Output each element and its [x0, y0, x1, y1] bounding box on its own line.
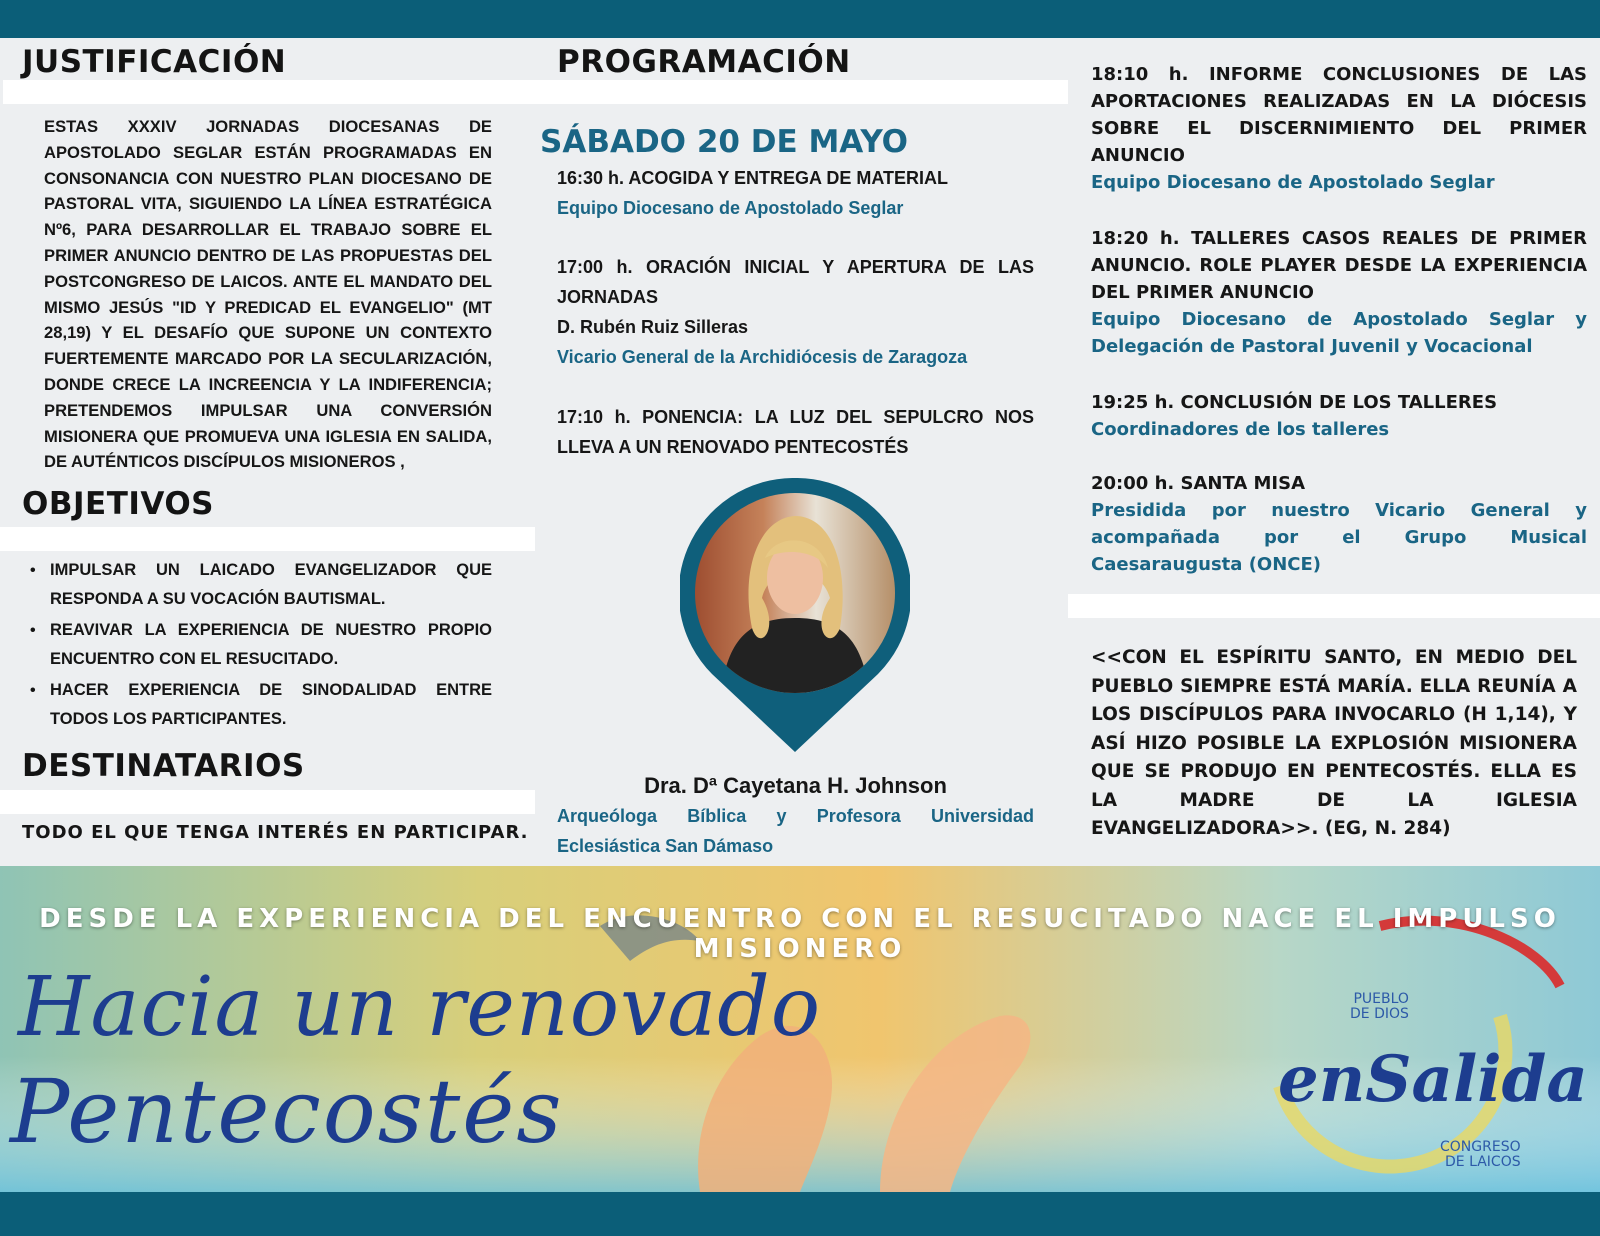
banner-title-line1: Hacia un renovado: [18, 960, 822, 1055]
program-item-sub: Equipo Diocesano de Apostolado Seglar: [1091, 172, 1495, 193]
list-item: • REAVIVAR LA EXPERIENCIA DE NUESTRO PROPIO ENCUENTRO CON EL RESUCITADO.: [22, 616, 492, 674]
program-item: [1091, 61, 1587, 196]
program-item-sub: Equipo Diocesano de Apostolado Seglar y Delegación de Pastoral Juvenil y Vocacional: [1091, 309, 1587, 357]
divider: [0, 527, 535, 551]
program-item-title: 20:00 h. SANTA MISA: [1091, 473, 1306, 494]
list-item: • HACER EXPERIENCIA DE SINODALIDAD ENTRE TODOS LOS PARTICIPANTES.: [22, 676, 492, 734]
objetivos-list: [22, 556, 492, 736]
program-item-sub: Equipo Diocesano de Apostolado Seglar: [557, 198, 904, 218]
program-date: SÁBADO 20 DE MAYO: [540, 124, 909, 160]
program-item-title: 17:10 h. PONENCIA: LA LUZ DEL SEPULCRO NOS LLEVA A UN RENOVADO PENTECOSTÉS: [557, 407, 1034, 457]
program-item: [557, 163, 1034, 223]
speaker-photo: [680, 478, 910, 752]
destinatarios-text: TODO EL QUE TENGA INTERÉS EN PARTICIPAR.: [22, 822, 529, 843]
program-item: [1091, 470, 1587, 578]
banner-title-line2: Pentecostés: [10, 1060, 564, 1163]
banner: [0, 866, 1600, 1192]
program-item-sub: Coordinadores de los talleres: [1091, 419, 1390, 440]
program-item-person: D. Rubén Ruiz Silleras: [557, 317, 749, 337]
programacion-heading: PROGRAMACIÓN: [557, 44, 851, 80]
program-item-title: 19:25 h. CONCLUSIÓN DE LOS TALLERES: [1091, 392, 1498, 413]
divider: [3, 80, 535, 104]
divider: [1068, 594, 1600, 618]
program-item-sub: Vicario General de la Archidiócesis de Zaragoza: [557, 347, 968, 367]
quote-text: <<CON EL ESPÍRITU SANTO, EN MEDIO DEL PUEBLO SIEMPRE ESTÁ MARÍA. ELLA REUNÍA A LOS DISCÍPULOS PARA INVOCARLO (H 1,14), Y ASÍ HIZO POSIBLE LA EXPLOSIÓN MISIONERA QUE SE PRODUJO EN PENTECOSTÉS. ELLA ES LA MADRE DE LA IGLESIA EVANGELIZADORA>>. (EG, N. 284): [1091, 647, 1577, 839]
justificacion-text: ESTAS XXXIV JORNADAS DIOCESANAS DE APOSTOLADO SEGLAR ESTÁN PROGRAMADAS EN CONSONANCIA CON NUESTRO PLAN DIOCESANO DE PASTORAL VITA, SIGUIENDO LA LÍNEA ESTRATÉGICA Nº6, PARA DESARROLLAR EL TRABAJO SOBRE EL PRIMER ANUNCIO DENTRO DE LAS PROPUESTAS DEL POSTCONGRESO DE LAICOS. ANTE EL MANDATO DEL MISMO JESÚS "ID Y PREDICAD EL EVANGELIO" (MT 28,19) Y EL DESAFÍO QUE SUPONE UN CONTEXTO FUERTEMENTE MARCADO POR LA SECULARIZACIÓN, DONDE CRECE LA INCREENCIA Y LA INDIFERENCIA; PRETENDEMOS IMPULSAR UNA CONVERSIÓN MISIONERA QUE PROMUEVA UNA IGLESIA EN SALIDA, DE AUTÉNTICOS DISCÍPULOS MISIONEROS ,: [44, 117, 492, 472]
divider: [530, 80, 1068, 104]
justificacion-heading: JUSTIFICACIÓN: [22, 44, 287, 80]
speaker-role: Arqueóloga Bíblica y Profesora Universidad Eclesiástica San Dámaso: [557, 806, 1034, 856]
program-item-title: 18:20 h. TALLERES CASOS REALES DE PRIMER ANUNCIO. ROLE PLAYER DESDE LA EXPERIENCIA DEL PRIMER ANUNCIO: [1091, 228, 1587, 303]
top-bar: [0, 0, 1600, 38]
program-item: [1091, 389, 1587, 443]
divider: [0, 790, 535, 814]
program-item-title: 18:10 h. INFORME CONCLUSIONES DE LAS APORTACIONES REALIZADAS EN LA DIÓCESIS SOBRE EL DISCERNIMIENTO DEL PRIMER ANUNCIO: [1091, 64, 1587, 166]
speaker-name: Dra. Dª Cayetana H. Johnson: [644, 773, 947, 798]
list-item: • IMPULSAR UN LAICADO EVANGELIZADOR QUE RESPONDA A SU VOCACIÓN BAUTISMAL.: [22, 556, 492, 614]
banner-tagline: DESDE LA EXPERIENCIA DEL ENCUENTRO CON EL RESUCITADO NACE EL IMPULSO MISIONERO: [39, 904, 1561, 964]
logo-main-text: enSalida: [1278, 1042, 1588, 1117]
program-item-title: 16:30 h. ACOGIDA Y ENTREGA DE MATERIAL: [557, 168, 949, 188]
program-item: [1091, 225, 1587, 360]
bottom-bar: [0, 1192, 1600, 1236]
program-item: [557, 252, 1034, 372]
program-item: [557, 402, 1034, 462]
logo-top-text: PUEBLO DE DIOS: [1350, 991, 1409, 1022]
program-item-title: 17:00 h. ORACIÓN INICIAL Y APERTURA DE LAS JORNADAS: [557, 257, 1034, 307]
objetivos-heading: OBJETIVOS: [22, 486, 214, 522]
logo-bottom-text: CONGRESO DE LAICOS: [1440, 1139, 1521, 1170]
destinatarios-heading: DESTINATARIOS: [22, 748, 305, 784]
program-item-sub: Presidida por nuestro Vicario General y acompañada por el Grupo Musical Caesaraugusta (ONCE): [1091, 500, 1587, 575]
speaker: [557, 771, 1034, 861]
